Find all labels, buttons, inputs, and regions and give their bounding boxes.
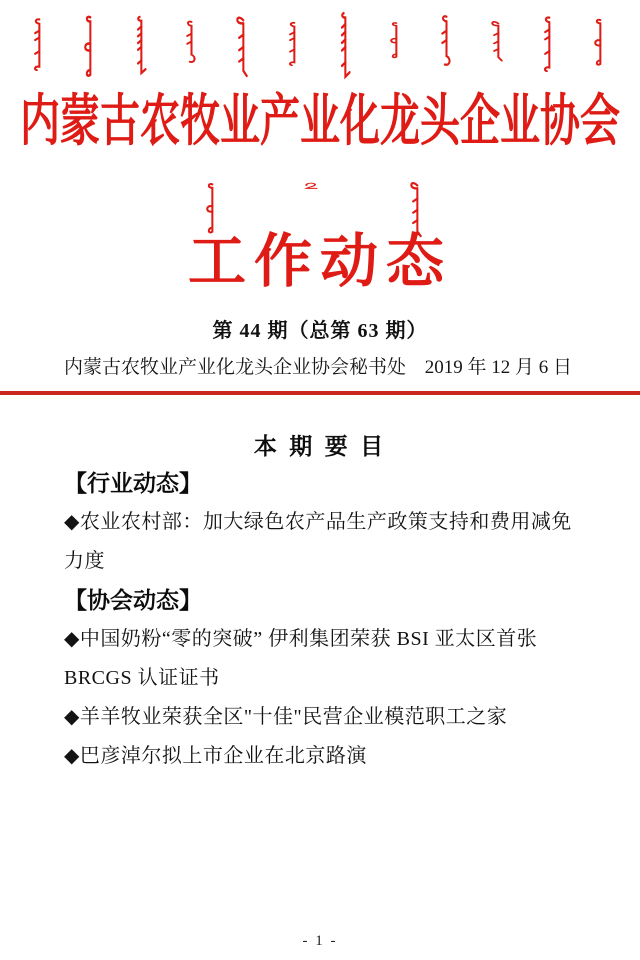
toc-item: ◆中国奶粉“零的突破” 伊利集团荣获 BSI 亚太区首张 BRCGS 认证证书 <box>64 628 538 689</box>
toc-item: ◆农业农村部：加大绿色农产品生产政策支持和费用减免力度 <box>64 511 572 572</box>
toc-item: ◆巴彦淖尔拟上市企业在北京路演 <box>64 745 367 767</box>
mongolian-script-icon <box>203 180 220 236</box>
red-divider <box>0 391 640 395</box>
toc-body <box>64 464 592 776</box>
mongolian-script-icon <box>540 14 557 72</box>
publish-date: 2019 年 12 月 6 日 <box>424 357 572 378</box>
mongolian-script-icon <box>591 16 608 68</box>
toc-section-label: 【协会动态】 <box>64 587 202 613</box>
publisher-name: 内蒙古农牧业产业化龙头企业协会秘书处 <box>64 357 407 378</box>
mongolian-script-icon <box>81 12 98 80</box>
mongolian-script-icon <box>438 12 455 72</box>
mongolian-script-icon <box>234 12 251 78</box>
publisher-row <box>64 352 572 379</box>
toc-item: ◆羊羊牧业荣获全区"十佳"民营企业模范职工之家 <box>64 706 508 728</box>
mongolian-script-row-top <box>30 8 608 88</box>
mongolian-script-icon <box>303 182 320 206</box>
organization-title: 内蒙古农牧业产业化龙头企业协会 <box>20 89 620 153</box>
bulletin-title: 工作动态 <box>187 229 452 294</box>
issue-number: 第 44 期（总第 63 期） <box>212 320 428 342</box>
mongolian-script-icon <box>387 20 404 60</box>
toc-heading: 本 期 要 目 <box>253 433 387 459</box>
mongolian-script-icon <box>336 10 353 80</box>
mongolian-script-icon <box>285 20 302 66</box>
page-number: - 1 - <box>302 933 338 949</box>
toc-section-label: 【行业动态】 <box>64 470 202 496</box>
mongolian-script-icon <box>489 18 506 62</box>
mongolian-script-icon <box>183 18 200 68</box>
mongolian-script-icon <box>132 14 149 76</box>
mongolian-script-icon <box>30 16 47 71</box>
